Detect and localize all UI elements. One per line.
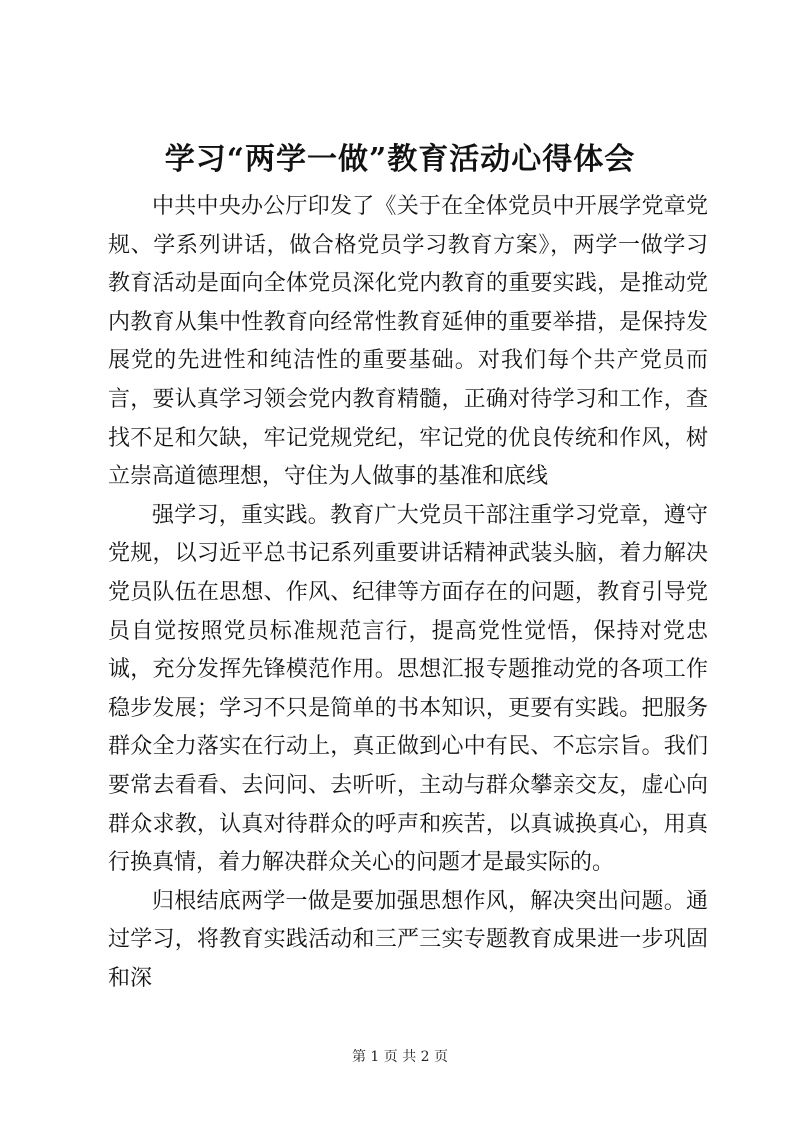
page-footer: 第 1 页 共 2 页 xyxy=(351,1049,449,1065)
document-body xyxy=(108,188,708,998)
paragraph-1: 中共中央办公厅印发了《关于在全体党员中开展学党章党规、学系列讲话，做合格党员学习教育方案》，两学一做学习教育活动是面向全体党员深化党内教育的重要实践，是推动党内教育从集中性教育向经常性教育延伸的重要举措，是保持发展党的先进性和纯洁性的重要基础。对我们每个共产党员而言，要认真学习领会党内教育精髓，正确对待学习和工作，查找不足和欠缺，牢记党规党纪，牢记党的优良传统和作风，树立崇高道德理想，守住为人做事的基准和底线 xyxy=(108,194,708,490)
document-title: 学习“两学一做”教育活动心得体会 xyxy=(164,142,636,177)
paragraph-3: 归根结底两学一做是要加强思想作风，解决突出问题。通过学习，将教育实践活动和三严三实专题教育成果进一步巩固和深 xyxy=(108,888,708,991)
paragraph-2: 强学习，重实践。教育广大党员干部注重学习党章，遵守党规，以习近平总书记系列重要讲话精神武装头脑，着力解决党员队伍在思想、作风、纪律等方面存在的问题，教育引导党员自觉按照党员标准规范言行，提高党性觉悟，保持对党忠诚，充分发挥先锋模范作用。思想汇报专题推动党的各项工作稳步发展；学习不只是简单的书本知识，更要有实践。把服务群众全力落实在行动上，真正做到心中有民、不忘宗旨。我们要常去看看、去问问、去听听，主动与群众攀亲交友，虚心向群众求教，认真对待群众的呼声和疾苦，以真诚换真心，用真行换真情，着力解决群众关心的问题才是最实际的。 xyxy=(108,502,708,876)
